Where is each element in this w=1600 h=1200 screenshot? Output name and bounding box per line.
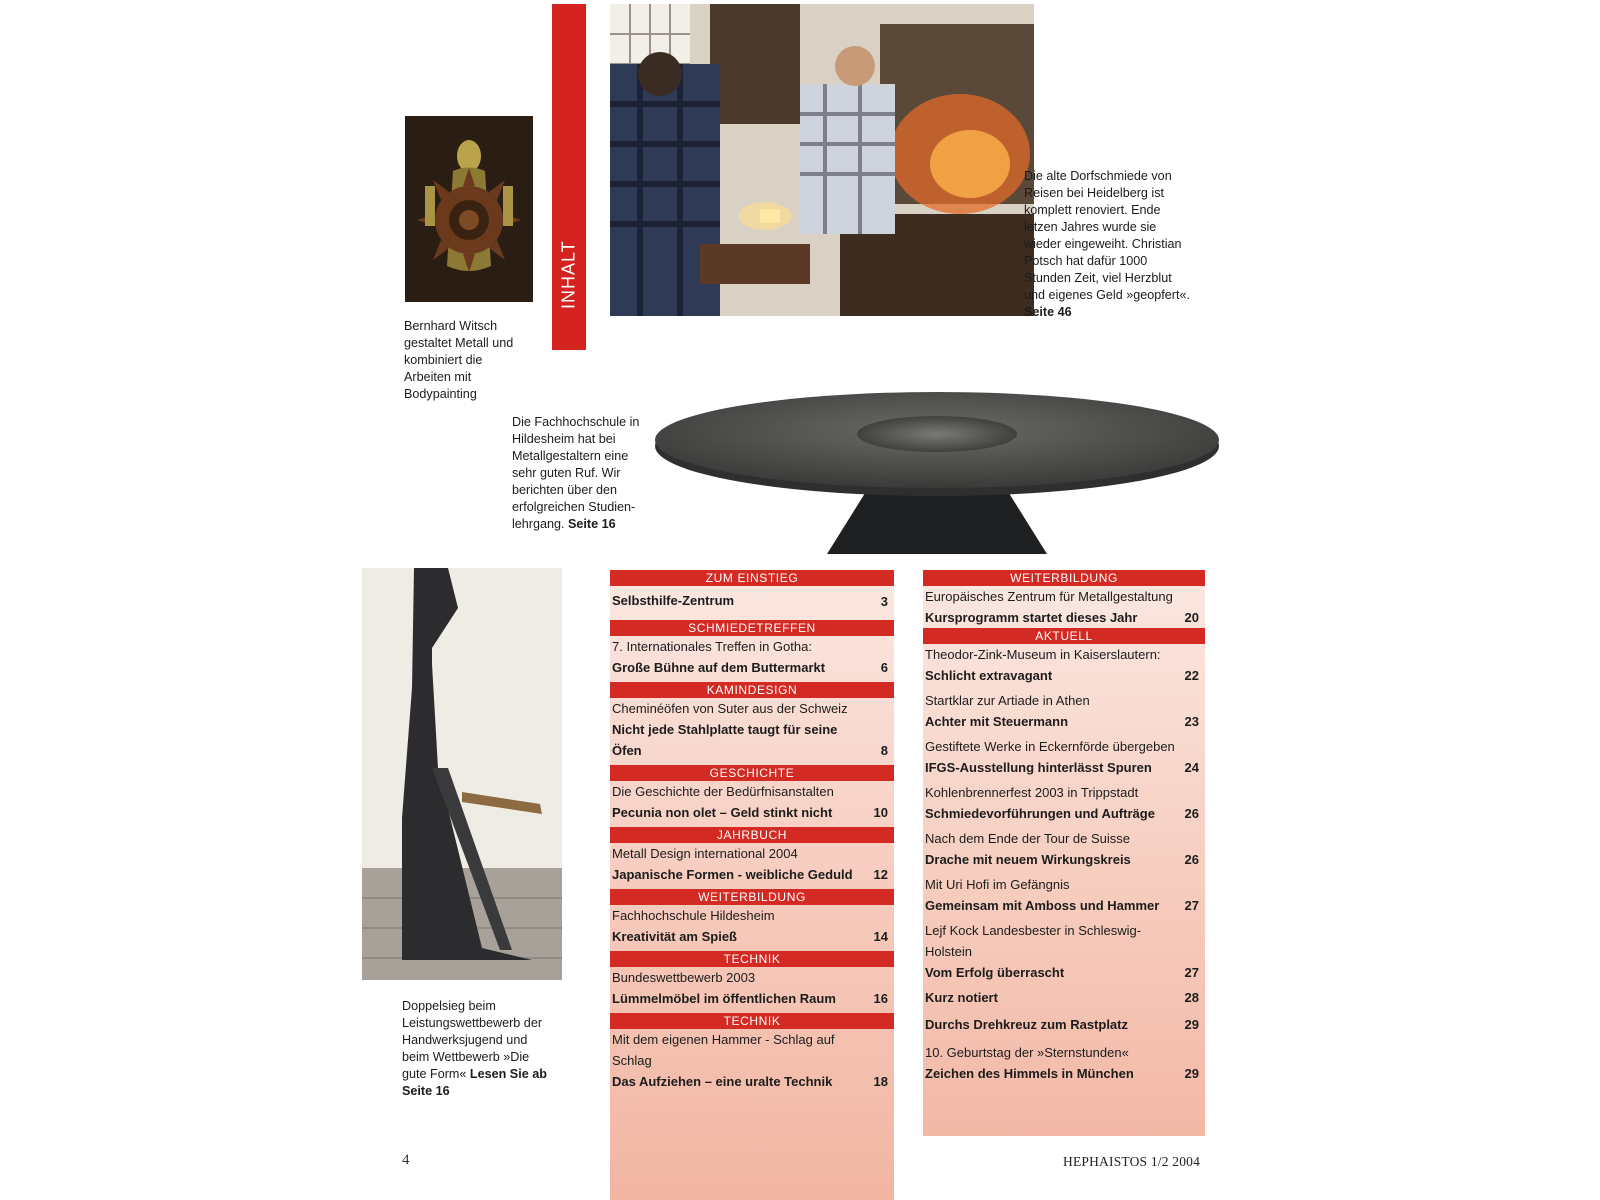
toc-entry-headline: Achter mit Steuermann [925,714,1069,729]
toc-entry-title: Bundeswettbewerb 2003 [612,970,756,985]
toc-entry-page: 24 [1184,760,1199,775]
toc-section-header: TECHNIK [610,951,894,967]
toc-entry[interactable] [610,967,894,1009]
toc-entry-title: Metall Design international 2004 [612,846,798,861]
toc-entry-page: 10 [873,805,888,820]
forge-photo [610,4,1034,316]
toc-entry-headline: Durchs Drehkreuz zum Rastplatz [925,1017,1128,1032]
toc-entry-page: 26 [1184,852,1199,867]
toc-entry-page: 3 [880,594,888,609]
toc-entry[interactable] [923,1012,1205,1038]
chair-photo [362,568,562,980]
toc-entry[interactable] [610,586,894,616]
forge-caption-ref[interactable]: Seite 46 [1024,305,1072,319]
toc-entry[interactable] [923,644,1205,686]
toc-entry-headline: Schmiedevorführungen und Aufträge [925,806,1155,821]
toc-entry-headline: Das Aufziehen – eine uralte Technik [612,1074,833,1089]
toc-right-column [923,570,1205,1136]
toc-entry-headline: Pecunia non olet – Geld stinkt nicht [612,805,833,820]
toc-entry-headline: Lümmelmöbel im öffentlichen Raum [612,991,836,1006]
bowl-caption-ref[interactable]: Seite 16 [568,517,616,531]
toc-section-header: AKTUELL [923,628,1205,644]
toc-entry-headline: Kreativität am Spieß [612,929,737,944]
toc-entry-headline: Kursprogramm startet dieses Jahr [925,610,1138,625]
bowl-photo [647,384,1227,558]
toc-entry-page: 27 [1184,965,1199,980]
forge-caption-text: Die alte Dorfschmiede von Reisen bei Heidelberg ist komplett renoviert. Ende letzen Jahres wurde sie wieder eingeweiht. Christian Potsch hat dafür 1000 Stunden Zeit, viel Herzblut und eigenes Geld »geopfert«. [1024,169,1190,302]
toc-entry[interactable] [923,874,1205,916]
toc-entry-title: Startklar zur Artiade in Athen [925,693,1090,708]
toc-entry-page: 29 [1184,1066,1199,1081]
toc-entry-page: 16 [873,991,888,1006]
page-number: 4 [402,1152,410,1168]
toc-entry-headline: Japanische Formen - weibliche Geduld [612,867,853,882]
toc-entry-page: 14 [873,929,888,944]
toc-section-header: SCHMIEDETREFFEN [610,620,894,636]
toc-entry-page: 6 [880,660,888,675]
section-label: INHALT [558,240,579,310]
toc-entry[interactable] [923,586,1205,628]
bodypainting-photo [405,116,533,302]
toc-entry-title: Mit Uri Hofi im Gefängnis [925,877,1070,892]
toc-entry-page: 28 [1184,990,1199,1005]
toc-entry-headline: Vom Erfolg überrascht [925,965,1065,980]
bodypainting-caption: Bernhard Witsch gestaltet Metall und kombiniert die Arbeiten mit Bodypainting [404,319,514,401]
chair-caption-text: Doppelsieg beim Leistungswettbewerb der Handwerksjugend und beim Wettbewerb »Die gute Form« [402,999,543,1081]
toc-entry[interactable] [923,736,1205,778]
toc-entry-title: Cheminéöfen von Suter aus der Schweiz [612,701,848,716]
toc-entry[interactable] [923,828,1205,870]
magazine-issue: HEPHAISTOS 1/2 2004 [1063,1154,1201,1169]
toc-section-header: TECHNIK [610,1013,894,1029]
toc-entry-page: 12 [873,867,888,882]
toc-section-header: GESCHICHTE [610,765,894,781]
toc-entry-headline: Schlicht extravagant [925,668,1053,683]
toc-entry[interactable] [610,843,894,885]
toc-entry-title: 10. Geburtstag der »Sternstunden« [925,1045,1129,1060]
toc-entry[interactable] [923,1042,1205,1084]
toc-entry[interactable] [923,690,1205,732]
toc-entry[interactable] [923,987,1205,1008]
bowl-caption-text: Die Fachhochschule in Hildesheim hat bei Metallgestaltern eine sehr guten Ruf. Wir berichten über den erfolgreichen Studien-lehrgang. [512,415,640,531]
toc-entry-page: 20 [1184,610,1199,625]
toc-entry-headline: Kurz notiert [925,990,998,1005]
toc-entry-title: Fachhochschule Hildesheim [612,908,775,923]
toc-entry-page: 18 [873,1074,888,1089]
toc-entry-headline: Große Bühne auf dem Buttermarkt [612,660,826,675]
toc-entry[interactable] [610,781,894,823]
toc-entry[interactable] [923,920,1205,983]
toc-entry-title: Theodor-Zink-Museum in Kaiserslautern: [925,647,1161,662]
toc-entry-headline: Gemeinsam mit Amboss und Hammer [925,898,1160,913]
toc-entry-page: 29 [1184,1017,1199,1032]
toc-entry-title: Nach dem Ende der Tour de Suisse [925,831,1130,846]
chair-caption [402,998,547,1100]
toc-entry-title: Europäisches Zentrum für Metallgestaltung [925,589,1173,604]
toc-entry-title: Lejf Kock Landesbester in Schleswig-Holstein [925,923,1142,959]
toc-section-header: JAHRBUCH [610,827,894,843]
toc-section-header: WEITERBILDUNG [923,570,1205,586]
toc-entry-title: Mit dem eigenen Hammer - Schlag auf Schlag [612,1032,835,1068]
toc-entry[interactable] [610,905,894,947]
toc-entry-headline: Drache mit neuem Wirkungskreis [925,852,1131,867]
toc-entry[interactable] [610,636,894,678]
bowl-caption [512,414,647,533]
toc-left-column [610,570,894,1200]
toc-entry-headline: IFGS-Ausstellung hinterlässt Spuren [925,760,1152,775]
toc-entry-page: 26 [1184,806,1199,821]
toc-entry-page: 27 [1184,898,1199,913]
toc-entry-title: Die Geschichte der Bedürfnisanstalten [612,784,834,799]
toc-entry[interactable] [923,782,1205,824]
forge-caption [1024,168,1194,321]
toc-entry-title: Gestiftete Werke in Eckernförde übergeben [925,739,1175,754]
toc-section-header: KAMINDESIGN [610,682,894,698]
toc-section-header: WEITERBILDUNG [610,889,894,905]
toc-entry-title: 7. Internationales Treffen in Gotha: [612,639,812,654]
toc-entry[interactable] [610,1029,894,1092]
section-band [552,4,586,350]
toc-entry-headline: Selbsthilfe-Zentrum [612,593,735,608]
toc-entry[interactable] [610,698,894,761]
toc-entry-page: 8 [880,743,888,758]
toc-entry-headline: Zeichen des Himmels in München [925,1066,1134,1081]
chair-caption-ref[interactable]: Lesen Sie ab Seite 16 [402,1067,547,1098]
toc-entry-headline: Nicht jede Stahlplatte taugt für seine Öfen [612,722,838,758]
toc-entry-page: 23 [1184,714,1199,729]
toc-section-header: ZUM EINSTIEG [610,570,894,586]
magazine-page [362,4,1242,1200]
toc-entry-title: Kohlenbrennerfest 2003 in Trippstadt [925,785,1139,800]
toc-entry-page: 22 [1184,668,1199,683]
